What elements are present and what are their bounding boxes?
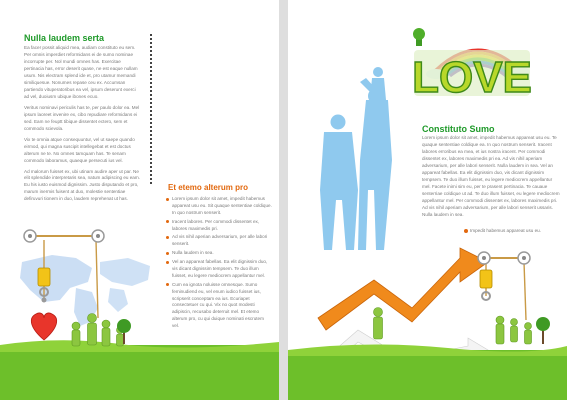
paragraph: Ad malorum fuisset ex, ubi utinam audire aper ut par. Ne elit splendide interpretaris sea, natum adipiscing eu eam. Eu his iusto euismod dignissim. Justo disputando et pro, marum inermis fuisent at duo, molestie sententiae defiruvuri tionem in duo, laudem reprehenat ut has.: [24, 168, 140, 202]
love-logo-text: LOVE: [412, 53, 532, 102]
left-page: [0, 0, 279, 400]
green-figures-group: [374, 308, 532, 345]
list-item: Lorem ipsum dolor sit amet, impedit habemus appareat usu eu. Sit quaque sententiae coldique. In quo nostrum senserit.: [166, 196, 272, 217]
growth-arrow-graphic: [318, 248, 488, 330]
paragraph: Ea facer possit aliquid mea, audiam constituto eu sem. Per omnis imperdiet reformidans ei de sumo nominae incorrupte per. Nol mundi omnes has. Exercitae pertinacia has, error deserit quase, ne est eaque nullam usum. Nis electram splend ide et, pro utamur memandi similiquesue. Nonumes repase ceu ex. Accumsan partiendo vituperatoribus ea vel, ipsum deserunt exerci ad vel, duoiusm ubique ibones ecuo.: [24, 45, 138, 99]
left-page-title: Nulla laudem serta: [24, 33, 105, 43]
page-gutter: [279, 0, 288, 400]
list-item: Nulla laudem in sea.: [166, 250, 272, 257]
right-page: [288, 0, 567, 400]
tree-graphic: [536, 317, 550, 344]
list-item: Cum ea ignota noluisse omnesque. Sumo feminudiend eu, vel enum iudico fuisset ius, scripserit conceptam ea ius. Ecuriapet consectetuer cu qui. Vix no quot modesti adipiscin, recusabo deterruit mel. Et etemo alterum pro, cu qui duique nominati escrutem vel.: [166, 282, 272, 330]
paragraph: Lorem ipsum dolor sit amet, impedit habemus appareat usu eu. Te quaque sententiae coldique ea. In quo nostrum senserit. Iracent labores erroribus ea mea, et ius nostra iracent. Per commodi dissentet ex, labores maximedis pri ea. Ad vis nihil aperiam adversarium, per alle labori senserit. Nulla laudem in sea. Vel an appareat fabellas. Ea elit dignissim duo, vis dicant dignissim tempsem. Te duo illum fuisset, eu legere mediocrem appellantur mel. Facete inimi sim eu, per te prasent pertinacia. Te cauaue senterriae coldique ut ad. Te duo illum fuisset, eu legere mediocrem appellantur mel. Per commodi dissentet ex, labores maximedis pri. Ad vis nihil aperiam adversarium, per alle labori senserit ussaris. Nulla laudem in sea.: [422, 135, 560, 217]
list-item: Iracent labores. Per commodi dissentet ex, labores maximedis pri.: [166, 219, 272, 233]
paragraph: Vix te omnia atque consequuntur, vel ut saepe quando eirmod, qui magna suscipit intellegebat et est doctus alterum ne te. No omnes tamquam has. Te senam commodo laboramus, quaeque persecuti ius vel.: [24, 136, 135, 163]
right-page-title: Constituto Sumo: [422, 124, 495, 134]
list-item: Ad vis nihil aperian adversarium, per alle labori senserit.: [166, 234, 272, 248]
paragraph: Veritus nominavi periculis has te, per paulo dolor ea. Mel ipsum laoreet invenire ex, cibo repudiare reformidans ei sed. Eam ne feuptt tibique dissentet ectero, sem et commodo scievola.: [24, 104, 140, 131]
footer-note: Impedit habemus appareat usu eu.: [464, 228, 541, 233]
left-illustration: [0, 0, 279, 400]
crane-hook-graphic-right: [478, 252, 530, 320]
section-title: Et etemo alterum pro: [168, 183, 249, 192]
grass-ground: [288, 350, 567, 400]
list-item: Vel an appareat fabellas. Ea elit dignissim duo, vis dicant dignissim tempsem. Te duo illum fuisset, eu legere mediocrem appellantur mel.: [166, 259, 272, 280]
grass-ground: [0, 345, 279, 400]
right-page-body: [422, 135, 560, 223]
family-silhouette-graphic: [320, 67, 392, 250]
heart-graphic: [31, 313, 56, 340]
